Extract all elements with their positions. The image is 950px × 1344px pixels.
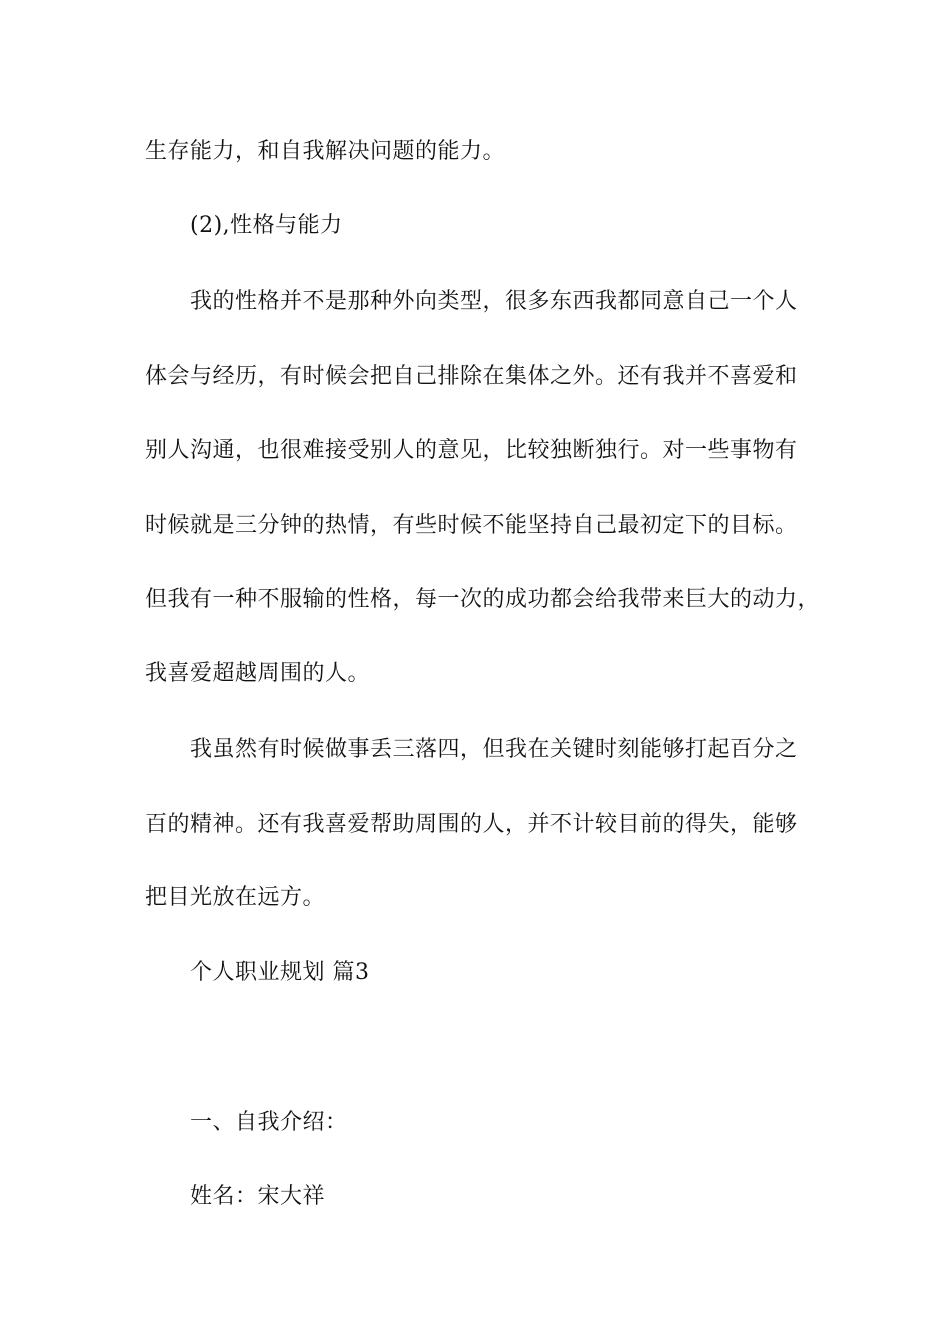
- paragraph-line: 我的性格并不是那种外向类型，很多东西我都同意自己一个人: [190, 289, 798, 314]
- name-field: 姓名：宋大祥: [190, 1184, 326, 1209]
- paragraph-line: 百的精神。还有我喜爱帮助周围的人，并不计较目前的得失，能够: [145, 812, 798, 837]
- paragraph-line: 时候就是三分钟的热情，有些时候不能坚持自己最初定下的目标。: [145, 513, 798, 538]
- paragraph-line: 把目光放在远方。: [145, 885, 326, 910]
- paragraph-line: 体会与经历，有时候会把自己排除在集体之外。还有我并不喜爱和: [145, 364, 798, 389]
- paragraph-line: 但我有一种不服输的性格，每一次的成功都会给我带来巨大的动力，: [145, 587, 821, 612]
- paragraph-line: 生存能力，和自我解决问题的能力。: [145, 139, 506, 164]
- section-heading: 一、自我介绍：: [190, 1110, 348, 1135]
- paragraph-line: 我虽然有时候做事丢三落四，但我在关键时刻能够打起百分之: [190, 737, 798, 762]
- section-title: 个人职业规划 篇3: [190, 960, 370, 985]
- section-heading: (2),性格与能力: [190, 213, 343, 238]
- paragraph-line: 我喜爱超越周围的人。: [145, 661, 371, 686]
- paragraph-line: 别人沟通，也很难接受别人的意见，比较独断独行。对一些事物有: [145, 438, 798, 463]
